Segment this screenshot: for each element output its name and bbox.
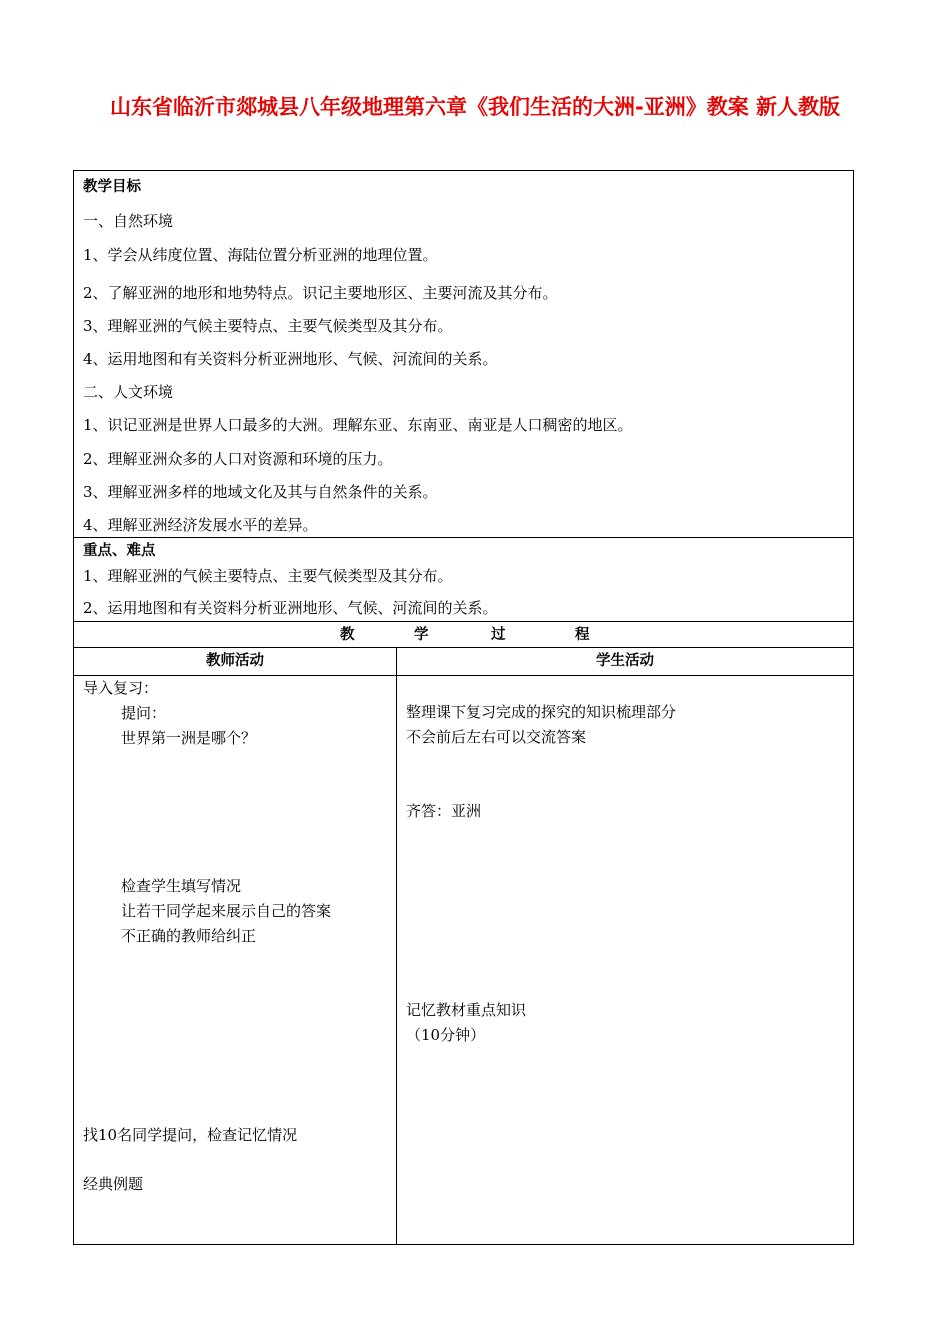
student-header: 学生活动 xyxy=(596,653,654,669)
student-answer: 齐答：亚洲 xyxy=(406,802,482,820)
teacher-ask: 提问： xyxy=(121,704,167,722)
process-char: 过 xyxy=(491,627,506,643)
process-char: 学 xyxy=(414,627,429,643)
process-char: 教 xyxy=(340,627,355,643)
student-time: （10分钟） xyxy=(406,1026,486,1044)
objective-item: 4、运用地图和有关资料分析亚洲地形、气候、河流间的关系。 xyxy=(83,350,498,368)
teacher-header-cell xyxy=(74,648,396,676)
objective-item: 1、识记亚洲是世界人口最多的大洲。理解东亚、东南亚、南亚是人口稠密的地区。 xyxy=(83,416,633,434)
teacher-find: 找10名同学提问，检查记忆情况 xyxy=(83,1126,298,1144)
teacher-header: 教师活动 xyxy=(206,653,264,669)
teacher-check: 检查学生填写情况 xyxy=(121,877,242,895)
student-line: 整理课下复习完成的探究的知识梳理部分 xyxy=(406,703,677,721)
student-column xyxy=(396,647,854,1245)
teacher-question: 世界第一洲是哪个？ xyxy=(121,729,257,747)
process-header-row xyxy=(73,621,854,648)
objective-item: 4、理解亚洲经济发展水平的差异。 xyxy=(83,516,318,534)
student-line: 不会前后左右可以交流答案 xyxy=(406,728,587,746)
student-header-cell xyxy=(397,648,853,676)
teacher-column xyxy=(73,647,397,1245)
student-memorize: 记忆教材重点知识 xyxy=(406,1001,527,1019)
key-points-section xyxy=(73,537,854,622)
objectives-header: 教学目标 xyxy=(83,179,141,195)
nature-heading: 一、自然环境 xyxy=(83,212,174,230)
objective-item: 3、理解亚洲多样的地域文化及其与自然条件的关系。 xyxy=(83,483,438,501)
objective-item: 3、理解亚洲的气候主要特点、主要气候类型及其分布。 xyxy=(83,317,453,335)
key-point-item: 1、理解亚洲的气候主要特点、主要气候类型及其分布。 xyxy=(83,567,453,585)
objectives-section xyxy=(73,170,854,538)
teacher-example: 经典例题 xyxy=(83,1175,144,1193)
key-point-item: 2、运用地图和有关资料分析亚洲地形、气候、河流间的关系。 xyxy=(83,599,498,617)
objective-item: 2、理解亚洲众多的人口对资源和环境的压力。 xyxy=(83,450,393,468)
objective-item: 2、了解亚洲的地形和地势特点。识记主要地形区、主要河流及其分布。 xyxy=(83,284,558,302)
process-char: 程 xyxy=(575,627,590,643)
document-title: 山东省临沂市郯城县八年级地理第六章《我们生活的大洲-亚洲》教案 新人教版 xyxy=(109,95,841,119)
key-points-header: 重点、难点 xyxy=(83,543,156,559)
humanity-heading: 二、人文环境 xyxy=(83,383,174,401)
objective-item: 1、学会从纬度位置、海陆位置分析亚洲的地理位置。 xyxy=(83,246,438,264)
teacher-check: 不正确的教师给纠正 xyxy=(121,927,257,945)
teacher-check: 让若干同学起来展示自己的答案 xyxy=(121,902,332,920)
teacher-intro: 导入复习： xyxy=(83,679,159,697)
